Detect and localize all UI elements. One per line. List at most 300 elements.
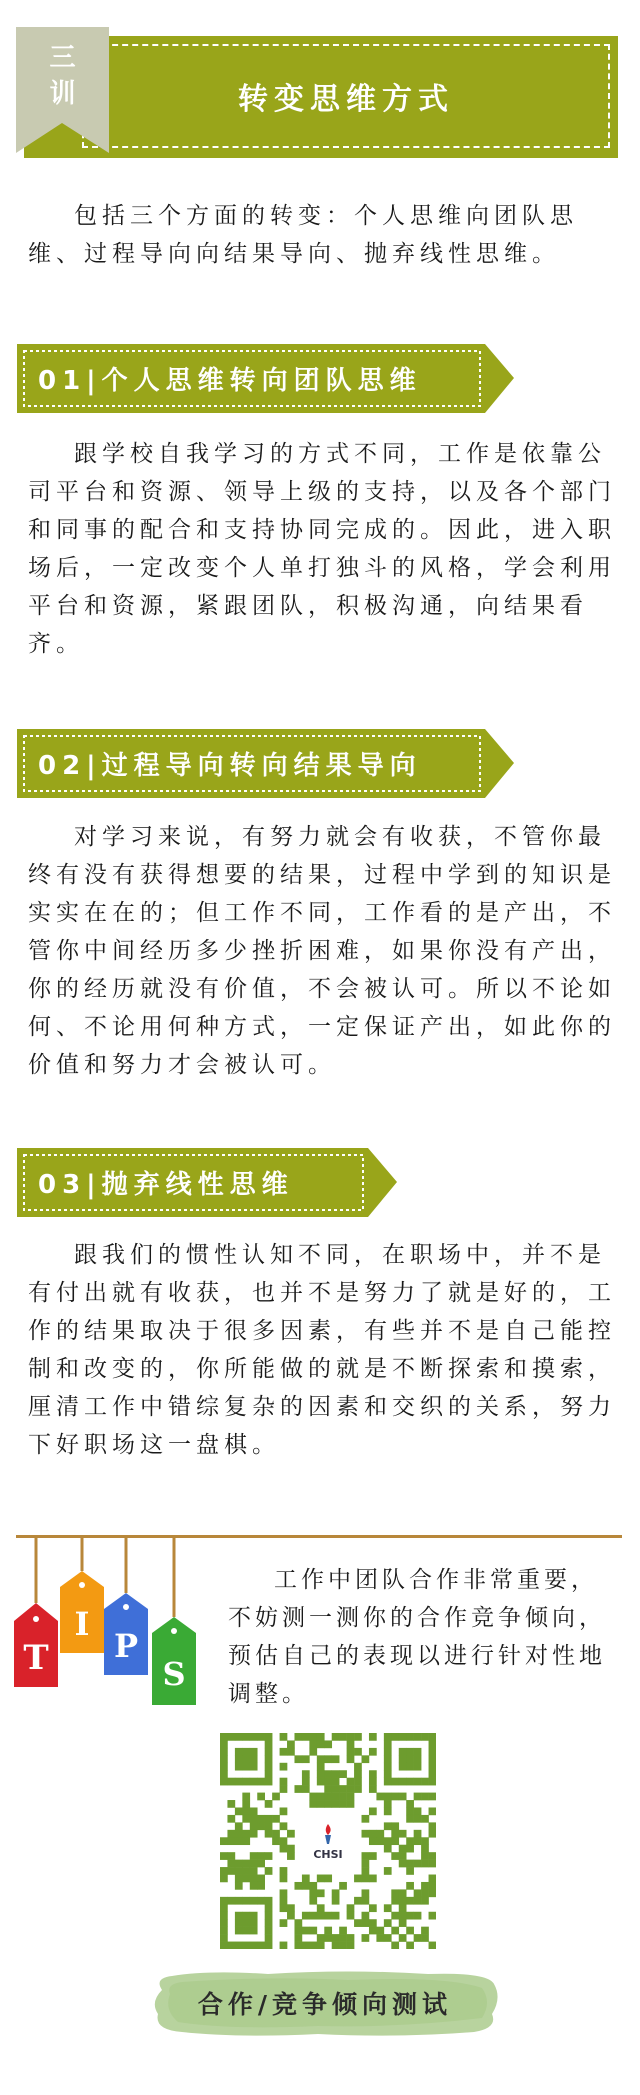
qr-module <box>399 1852 407 1860</box>
qr-module <box>421 1815 429 1823</box>
qr-module <box>302 1912 310 1920</box>
qr-module <box>384 1770 392 1778</box>
qr-module <box>235 1837 243 1845</box>
tag-t-icon <box>14 1603 58 1687</box>
qr-module <box>339 1934 347 1942</box>
qr-module <box>384 1740 392 1748</box>
qr-module <box>265 1815 273 1823</box>
qr-module <box>250 1755 258 1763</box>
qr-module <box>250 1748 258 1756</box>
qr-module <box>429 1822 436 1830</box>
qr-module <box>429 1748 436 1756</box>
qr-module <box>220 1763 228 1771</box>
qr-module <box>421 1897 429 1905</box>
qr-module <box>257 1882 265 1890</box>
qr-module <box>406 1927 414 1935</box>
qr-module <box>406 1800 414 1808</box>
qr-module <box>309 1942 317 1949</box>
qr-module <box>257 1875 265 1883</box>
qr-module <box>369 1733 377 1741</box>
qr-module <box>384 1904 392 1912</box>
qr-module <box>362 1919 370 1927</box>
qr-module <box>227 1867 235 1875</box>
qr-module <box>384 1845 392 1853</box>
qr-module <box>406 1942 414 1949</box>
qr-module <box>220 1897 228 1905</box>
qr-module <box>220 1934 228 1942</box>
qr-module <box>384 1755 392 1763</box>
qr-module <box>332 1942 340 1949</box>
qr-module <box>347 1800 355 1808</box>
qr-module <box>220 1770 228 1778</box>
qr-logo <box>300 1813 356 1869</box>
qr-module <box>324 1934 332 1942</box>
qr-module <box>391 1852 399 1860</box>
qr-module <box>406 1733 414 1741</box>
qr-module <box>354 1763 362 1771</box>
qr-module <box>362 1852 370 1860</box>
qr-module <box>332 1800 340 1808</box>
qr-module <box>429 1852 436 1860</box>
qr-module <box>332 1793 340 1801</box>
qr-module <box>332 1755 340 1763</box>
qr-module <box>265 1755 273 1763</box>
qr-module <box>257 1778 265 1786</box>
qr-module <box>294 1927 302 1935</box>
qr-module <box>429 1889 436 1897</box>
qr-module <box>220 1748 228 1756</box>
qr-module <box>317 1763 325 1771</box>
qr-module <box>414 1815 422 1823</box>
section-1-body: 跟学校自我学习的方式不同，工作是依靠公司平台和资源、领导上级的支持，以及各个部门和同事的配合和支持协同完成的。因此，进入职场后，一定改变个人单打独斗的风格，学会利用平台和资源，紧跟团队，积极沟通，向结果看齐。 <box>28 441 616 657</box>
competition-test-button[interactable]: 合作/竞争倾向测试 <box>197 1990 453 2019</box>
qr-module <box>332 1785 340 1793</box>
qr-module <box>421 1882 429 1890</box>
qr-module <box>227 1942 235 1949</box>
qr-module <box>391 1830 399 1838</box>
tag-s-letter: S <box>162 1655 186 1693</box>
qr-module <box>250 1822 258 1830</box>
qr-module <box>399 1778 407 1786</box>
qr-module <box>242 1800 250 1808</box>
qr-module <box>406 1778 414 1786</box>
qr-module <box>421 1778 429 1786</box>
qr-module <box>220 1904 228 1912</box>
qr-module <box>324 1770 332 1778</box>
qr-module <box>280 1919 288 1927</box>
qr-module <box>302 1882 310 1890</box>
qr-module <box>302 1927 310 1935</box>
qr-module <box>369 1875 377 1883</box>
qr-module <box>332 1889 340 1897</box>
qr-module <box>309 1800 317 1808</box>
qr-module <box>235 1882 243 1890</box>
qr-module <box>250 1778 258 1786</box>
qr-module <box>391 1889 399 1897</box>
qr-module <box>250 1867 258 1875</box>
qr-module <box>294 1934 302 1942</box>
qr-module <box>242 1860 250 1868</box>
qr-module <box>421 1793 429 1801</box>
qr-module <box>242 1778 250 1786</box>
qr-module <box>399 1934 407 1942</box>
qr-module <box>235 1763 243 1771</box>
qr-module <box>235 1748 243 1756</box>
qr-module <box>429 1770 436 1778</box>
qr-module <box>280 1837 288 1845</box>
qr-module <box>414 1830 422 1838</box>
qr-module <box>324 1740 332 1748</box>
qr-module <box>406 1815 414 1823</box>
qr-module <box>376 1934 384 1942</box>
tag-i-icon <box>60 1571 104 1653</box>
qr-module <box>235 1830 243 1838</box>
page-title: 转变思维方式 <box>238 82 454 117</box>
qr-module <box>242 1837 250 1845</box>
qr-module <box>384 1763 392 1771</box>
qr-module <box>421 1837 429 1845</box>
qr-module <box>369 1770 377 1778</box>
qr-module <box>339 1882 347 1890</box>
qr-module <box>399 1860 407 1868</box>
qr-module <box>429 1860 436 1868</box>
qr-module <box>347 1904 355 1912</box>
qr-module <box>227 1860 235 1868</box>
qr-module <box>235 1919 243 1927</box>
qr-module <box>280 1785 288 1793</box>
qr-module <box>227 1815 235 1823</box>
qr-module <box>242 1912 250 1920</box>
qr-module <box>414 1748 422 1756</box>
qr-module <box>287 1904 295 1912</box>
qr-module <box>265 1934 273 1942</box>
qr-module <box>280 1875 288 1883</box>
qr-module <box>354 1778 362 1786</box>
qr-module <box>384 1822 392 1830</box>
qr-module <box>399 1755 407 1763</box>
tag-t-letter: T <box>23 1638 49 1678</box>
qr-module <box>369 1830 377 1838</box>
qr-module <box>347 1934 355 1942</box>
qr-module <box>250 1927 258 1935</box>
qr-module <box>220 1778 228 1786</box>
qr-module <box>362 1934 370 1942</box>
qr-module <box>369 1748 377 1756</box>
qr-module <box>332 1778 340 1786</box>
qr-module <box>309 1793 317 1801</box>
qr-module <box>265 1770 273 1778</box>
qr-module <box>220 1942 228 1949</box>
qr-module <box>287 1748 295 1756</box>
qr-module <box>362 1815 370 1823</box>
qr-module <box>406 1807 414 1815</box>
qr-module <box>414 1733 422 1741</box>
qr-module <box>391 1793 399 1801</box>
qr-module <box>406 1755 414 1763</box>
qr-module <box>250 1875 258 1883</box>
qr-module <box>265 1778 273 1786</box>
qr-module <box>414 1912 422 1920</box>
qr-module <box>339 1733 347 1741</box>
qr-module <box>235 1912 243 1920</box>
qr-module <box>235 1875 243 1883</box>
qr-module <box>317 1875 325 1883</box>
tips-tags-graphic <box>14 1535 210 1715</box>
qr-module <box>302 1778 310 1786</box>
qr-module <box>362 1875 370 1883</box>
qr-module <box>384 1837 392 1845</box>
qr-module <box>414 1934 422 1942</box>
qr-module <box>384 1793 392 1801</box>
qr-module <box>235 1807 243 1815</box>
qr-module <box>235 1867 243 1875</box>
qr-module <box>272 1793 280 1801</box>
qr-module <box>324 1793 332 1801</box>
qr-module <box>280 1897 288 1905</box>
qr-module <box>257 1793 265 1801</box>
qr-module <box>354 1919 362 1927</box>
qr-module <box>414 1778 422 1786</box>
qr-module <box>347 1740 355 1748</box>
qr-module <box>294 1733 302 1741</box>
qr-module <box>302 1942 310 1949</box>
qr-module <box>309 1748 317 1756</box>
section-3-body: 跟我们的惯性认知不同，在职场中，并不是有付出就有收获，也并不是努力了就是好的，工作的结果取决于很多因素，有些并不是自己能控制和改变的，你所能做的就是不断探索和摸索，厘清工作中错综复杂的因素和交织的关系，努力下好职场这一盘棋。 <box>28 1242 616 1458</box>
qr-module <box>339 1927 347 1935</box>
qr-module <box>362 1897 370 1905</box>
qr-module <box>287 1845 295 1853</box>
qr-module <box>287 1852 295 1860</box>
qr-module <box>362 1860 370 1868</box>
qr-module <box>265 1740 273 1748</box>
qr-module <box>257 1852 265 1860</box>
qr-module <box>309 1912 317 1920</box>
qr-module <box>280 1845 288 1853</box>
qr-module <box>429 1912 436 1920</box>
ribbon-badge-text <box>16 40 109 112</box>
qr-module <box>242 1748 250 1756</box>
qr-module <box>250 1830 258 1838</box>
qr-module <box>391 1822 399 1830</box>
qr-module <box>339 1942 347 1949</box>
qr-module <box>399 1904 407 1912</box>
qr-module <box>235 1860 243 1868</box>
qr-module <box>242 1867 250 1875</box>
qr-module <box>369 1807 377 1815</box>
qr-module <box>250 1807 258 1815</box>
qr-module <box>309 1740 317 1748</box>
qr-module <box>399 1793 407 1801</box>
qr-module <box>257 1942 265 1949</box>
qr-module <box>250 1882 258 1890</box>
qr-module <box>220 1733 228 1741</box>
qr-module <box>242 1897 250 1905</box>
qr-module <box>406 1837 414 1845</box>
qr-module <box>280 1778 288 1786</box>
qr-module <box>235 1897 243 1905</box>
qr-module <box>280 1867 288 1875</box>
qr-module <box>227 1830 235 1838</box>
qr-module <box>220 1852 228 1860</box>
qr-module <box>414 1807 422 1815</box>
qr-module <box>324 1875 332 1883</box>
qr-module <box>376 1927 384 1935</box>
qr-module <box>421 1889 429 1897</box>
qr-module <box>257 1733 265 1741</box>
qr-module <box>242 1830 250 1838</box>
tag-p-letter: P <box>113 1627 139 1665</box>
qr-module <box>242 1875 250 1883</box>
qr-module <box>332 1770 340 1778</box>
qr-module <box>317 1904 325 1912</box>
qr-module <box>384 1733 392 1741</box>
qr-module <box>406 1897 414 1905</box>
qr-module <box>265 1904 273 1912</box>
qr-module <box>414 1837 422 1845</box>
qr-module <box>406 1882 414 1890</box>
qr-module <box>399 1845 407 1853</box>
qr-module <box>369 1778 377 1786</box>
qr-module <box>376 1837 384 1845</box>
qr-module <box>265 1942 273 1949</box>
qr-module <box>384 1934 392 1942</box>
qr-module <box>339 1770 347 1778</box>
qr-module <box>384 1800 392 1808</box>
qr-module <box>399 1919 407 1927</box>
qr-module <box>227 1800 235 1808</box>
torch-icon <box>316 1822 340 1846</box>
qr-module <box>421 1860 429 1868</box>
qr-module <box>414 1897 422 1905</box>
qr-module <box>347 1793 355 1801</box>
qr-module <box>406 1748 414 1756</box>
qr-module <box>429 1942 436 1949</box>
qr-module <box>280 1822 288 1830</box>
qr-module <box>265 1919 273 1927</box>
qr-module <box>414 1755 422 1763</box>
qr-module <box>332 1934 340 1942</box>
qr-module <box>287 1740 295 1748</box>
qr-module <box>406 1763 414 1771</box>
qr-module <box>280 1748 288 1756</box>
qr-module <box>399 1733 407 1741</box>
qr-module <box>265 1852 273 1860</box>
qr-module <box>280 1942 288 1949</box>
qr-module <box>369 1852 377 1860</box>
qr-module <box>406 1845 414 1853</box>
qr-module <box>429 1875 436 1883</box>
qr-module <box>399 1889 407 1897</box>
qr-module <box>257 1897 265 1905</box>
qr-module <box>302 1785 310 1793</box>
qr-module <box>347 1733 355 1741</box>
qr-module <box>339 1785 347 1793</box>
qr-module <box>376 1793 384 1801</box>
qr-module <box>429 1778 436 1786</box>
section-1-label: 01|个人思维转向团队思维 <box>38 366 422 396</box>
qr-module <box>250 1919 258 1927</box>
qr-module <box>429 1763 436 1771</box>
qr-module <box>294 1755 302 1763</box>
qr-module <box>265 1748 273 1756</box>
qr-module <box>354 1785 362 1793</box>
qr-module <box>220 1740 228 1748</box>
qr-module <box>406 1912 414 1920</box>
qr-module <box>250 1763 258 1771</box>
qr-module <box>339 1793 347 1801</box>
qr-module <box>250 1815 258 1823</box>
qr-module <box>391 1837 399 1845</box>
qr-module <box>414 1860 422 1868</box>
qr-module <box>265 1830 273 1838</box>
section-2-label: 02|过程导向转向结果导向 <box>38 751 422 781</box>
qr-module <box>347 1785 355 1793</box>
qr-module <box>265 1733 273 1741</box>
qr-module <box>280 1904 288 1912</box>
qr-module <box>242 1793 250 1801</box>
qr-module <box>317 1793 325 1801</box>
qr-module <box>362 1755 370 1763</box>
qr-module <box>294 1785 302 1793</box>
qr-module <box>250 1912 258 1920</box>
qr-module <box>362 1830 370 1838</box>
qr-module <box>227 1897 235 1905</box>
qr-module <box>235 1778 243 1786</box>
qr-module <box>257 1815 265 1823</box>
qr-module <box>354 1770 362 1778</box>
qr-module <box>265 1822 273 1830</box>
qr-module <box>220 1867 228 1875</box>
qr-module <box>362 1912 370 1920</box>
qr-module <box>287 1912 295 1920</box>
qr-module <box>399 1763 407 1771</box>
qr-module <box>280 1889 288 1897</box>
qr-module <box>242 1807 250 1815</box>
qr-module <box>384 1807 392 1815</box>
qr-module <box>406 1867 414 1875</box>
qr-module <box>302 1875 310 1883</box>
qr-module <box>384 1778 392 1786</box>
qr-module <box>294 1942 302 1949</box>
qr-module <box>242 1733 250 1741</box>
intro-paragraph: 包括三个方面的转变：个人思维向团队思维、过程导向向结果导向、抛弃线性思维。 <box>28 203 578 267</box>
qr-module <box>384 1919 392 1927</box>
qr-module <box>324 1912 332 1920</box>
qr-module <box>220 1919 228 1927</box>
qr-module <box>227 1778 235 1786</box>
qr-module <box>309 1882 317 1890</box>
section-2-body: 对学习来说，有努力就会有收获，不管你最终有没有获得想要的结果，过程中学到的知识是实实在在的；但工作不同，工作看的是产出，不管你中间经历多少挫折困难，如果你没有产出，你的经历就没有价值，不会被认可。所以不论如何、不论用何种方式，一定保证产出，如此你的价值和努力才会被认可。 <box>28 824 616 1078</box>
tips-text: 工作中团队合作非常重要，不妨测一测你的合作竞争倾向，预估自己的表现以进行针对性地调整。 <box>228 1567 606 1707</box>
qr-module <box>265 1897 273 1905</box>
qr-module <box>399 1912 407 1920</box>
qr-module <box>317 1889 325 1897</box>
qr-module <box>317 1934 325 1942</box>
section-3-label: 03|抛弃线性思维 <box>38 1170 294 1200</box>
qr-module <box>354 1748 362 1756</box>
qr-module <box>250 1852 258 1860</box>
qr-module <box>429 1793 436 1801</box>
qr-module <box>309 1927 317 1935</box>
qr-module <box>429 1733 436 1741</box>
qr-module <box>429 1807 436 1815</box>
qr-module <box>250 1897 258 1905</box>
qr-module <box>421 1927 429 1935</box>
qr-module <box>265 1800 273 1808</box>
qr-module <box>369 1919 377 1927</box>
qr-module <box>242 1755 250 1763</box>
qr-module <box>250 1860 258 1868</box>
